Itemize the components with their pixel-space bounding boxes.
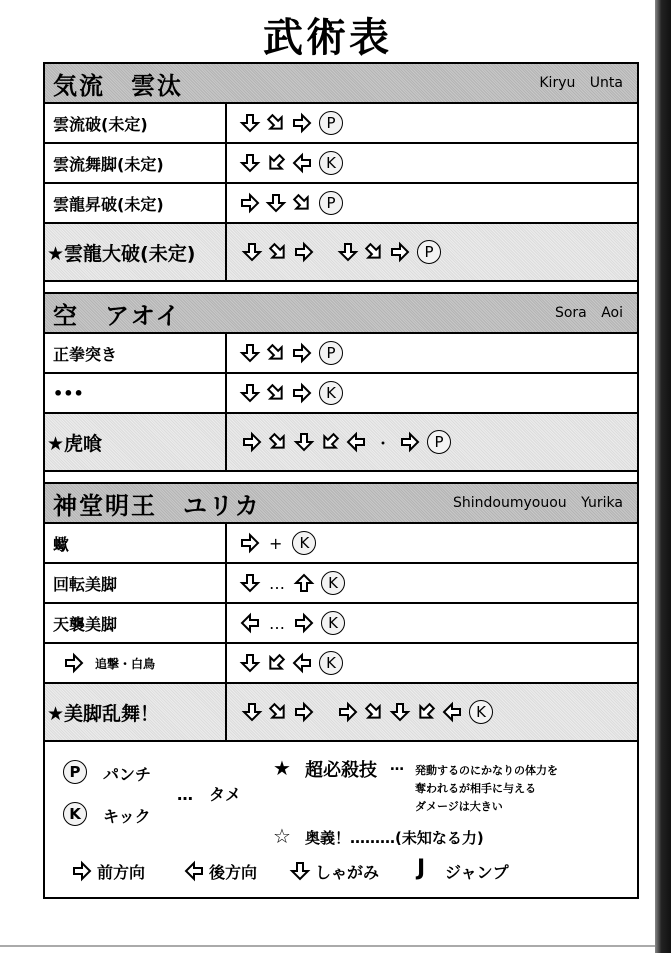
move-command xyxy=(227,604,637,642)
kick-button-icon: K xyxy=(321,611,345,635)
character-name-en: Sora Aoi xyxy=(554,305,623,321)
super-move-row xyxy=(45,224,637,282)
kick-button-icon: K xyxy=(319,651,343,675)
move-command xyxy=(227,334,637,372)
move-name-cell xyxy=(45,184,227,222)
move-name: ★美脚乱舞！ xyxy=(47,702,160,725)
arrow-down-icon xyxy=(241,241,263,263)
move-row xyxy=(45,374,637,414)
arrow-forward-icon xyxy=(239,192,261,214)
arrow-back-icon xyxy=(441,701,463,723)
kick-button-icon: K xyxy=(321,571,345,595)
arrow-forward-icon xyxy=(291,342,313,364)
move-command xyxy=(227,104,637,142)
move-name: 回転美脚 xyxy=(53,574,118,594)
arrow-forward-icon xyxy=(239,532,261,554)
section-gap xyxy=(45,282,637,294)
arrow-down-forward-icon xyxy=(265,112,287,134)
kick-button-icon: K xyxy=(319,381,343,405)
super-description: 奪われるが相手に与える xyxy=(415,782,536,795)
command-symbol: … xyxy=(269,573,285,593)
kick-button-icon: K xyxy=(469,700,493,724)
move-name-cell xyxy=(45,564,227,602)
move-name-cell xyxy=(45,144,227,182)
section-gap xyxy=(45,472,637,484)
arrow-down-forward-icon xyxy=(267,431,289,453)
punch-button-icon: P xyxy=(319,191,343,215)
secret-label: 奥義！………(未知なる力) xyxy=(305,829,484,847)
character-header xyxy=(45,64,637,104)
move-row xyxy=(45,144,637,184)
character-name-jp: 気流 雲汰 xyxy=(53,71,183,100)
character-name-jp: 神堂明王 ユリカ xyxy=(53,491,261,520)
move-name: 追撃・白鳥 xyxy=(95,656,156,671)
arrow-down-forward-icon xyxy=(363,241,385,263)
arrow-down-back-icon xyxy=(265,652,287,674)
page-edge xyxy=(655,0,671,953)
arrow-back-icon xyxy=(345,431,367,453)
move-row xyxy=(45,644,637,684)
super-move-row xyxy=(45,684,637,742)
arrow-down-back-icon xyxy=(319,431,341,453)
arrow-down-icon xyxy=(239,572,261,594)
page-title: 武術表 xyxy=(263,15,392,61)
arrow-down-icon xyxy=(265,192,287,214)
arrow-forward-icon xyxy=(389,241,411,263)
back-label: 後方向 xyxy=(209,863,258,882)
move-name: 雲流破(未定) xyxy=(53,114,148,134)
legend xyxy=(45,742,637,899)
character-name-en: Shindoumyouou Yurika xyxy=(452,495,623,511)
arrow-forward-icon xyxy=(293,701,315,723)
command-symbol: … xyxy=(269,613,285,633)
charge-label: … タメ xyxy=(177,785,242,804)
move-name: 天襲美脚 xyxy=(53,614,118,634)
divider xyxy=(0,945,655,947)
move-name-cell xyxy=(45,684,227,740)
arrow-down-icon xyxy=(337,241,359,263)
move-command xyxy=(227,524,637,562)
move-row xyxy=(45,564,637,604)
forward-label: 前方向 xyxy=(97,863,146,882)
arrow-down-icon xyxy=(389,701,411,723)
move-command xyxy=(227,184,637,222)
punch-button-icon: P xyxy=(417,240,441,264)
arrow-down-icon xyxy=(239,382,261,404)
arrow-down-forward-icon xyxy=(363,701,385,723)
move-command xyxy=(227,564,637,602)
move-name-cell xyxy=(45,224,227,280)
jump-label: ジャンプ xyxy=(445,863,509,882)
arrow-down-forward-icon xyxy=(267,241,289,263)
super-separator: … xyxy=(390,758,404,774)
arrow-back-icon xyxy=(239,612,261,634)
move-name: 雲流舞脚(未定) xyxy=(53,154,164,174)
arrow-forward-icon xyxy=(241,431,263,453)
move-row xyxy=(45,184,637,224)
move-name: ★雲龍大破(未定) xyxy=(47,242,196,265)
arrow-down-icon xyxy=(239,112,261,134)
move-command xyxy=(227,414,637,470)
move-row xyxy=(45,604,637,644)
arrow-down-back-icon xyxy=(265,152,287,174)
move-name: 蠍 xyxy=(53,534,70,554)
arrow-down-icon xyxy=(239,652,261,674)
arrow-down-icon xyxy=(289,860,311,882)
move-name: 雲龍昇破(未定) xyxy=(53,194,164,214)
move-row xyxy=(45,524,637,564)
character-header xyxy=(45,294,637,334)
kick-button-icon: K xyxy=(292,531,316,555)
punch-button-icon: P xyxy=(427,430,451,454)
crouch-label: しゃがみ xyxy=(315,863,380,882)
move-list-table xyxy=(43,62,639,899)
move-command xyxy=(227,224,637,280)
move-command xyxy=(227,684,637,740)
arrow-down-icon xyxy=(293,431,315,453)
arrow-forward-icon xyxy=(399,431,421,453)
super-move-row xyxy=(45,414,637,472)
super-label: 超必殺技 xyxy=(305,760,377,781)
filled-star-icon: ★ xyxy=(273,756,291,780)
move-command xyxy=(227,374,637,412)
move-name: ★虎喰 xyxy=(47,432,103,455)
move-name-cell xyxy=(45,414,227,470)
move-row xyxy=(45,334,637,374)
arrow-back-icon xyxy=(291,152,313,174)
kick-button-icon: K xyxy=(319,151,343,175)
arrow-forward-icon xyxy=(291,382,313,404)
character-name-jp: 空 アオイ xyxy=(53,301,182,330)
punch-button-icon: P xyxy=(63,760,87,784)
move-command xyxy=(227,144,637,182)
command-symbol: ・ xyxy=(375,433,392,453)
arrow-forward-icon xyxy=(293,241,315,263)
arrow-down-forward-icon xyxy=(291,192,313,214)
kick-label: キック xyxy=(103,807,151,826)
punch-label: パンチ xyxy=(103,765,152,784)
character-name-en: Kiryu Unta xyxy=(539,75,623,91)
punch-button-icon: P xyxy=(319,341,343,365)
move-name: 正拳突き xyxy=(53,344,118,364)
arrow-forward-icon xyxy=(291,112,313,134)
arrow-forward-icon xyxy=(337,701,359,723)
arrow-forward-icon xyxy=(71,860,93,882)
move-name-cell xyxy=(45,644,227,682)
arrow-down-icon xyxy=(241,701,263,723)
move-row xyxy=(45,104,637,144)
punch-button-icon: P xyxy=(319,111,343,135)
move-name-cell xyxy=(45,604,227,642)
arrow-down-forward-icon xyxy=(267,701,289,723)
move-name-cell xyxy=(45,334,227,372)
move-name: ••• xyxy=(53,383,84,403)
arrow-down-forward-icon xyxy=(265,382,287,404)
kick-button-icon: K xyxy=(63,802,87,826)
arrow-down-forward-icon xyxy=(265,342,287,364)
move-name-cell xyxy=(45,374,227,412)
arrow-back-icon xyxy=(183,860,205,882)
super-description: ダメージは大きい xyxy=(415,800,503,813)
move-name-cell xyxy=(45,524,227,562)
arrow-down-icon xyxy=(239,152,261,174)
move-command xyxy=(227,644,637,682)
hollow-star-icon: ☆ xyxy=(273,824,291,848)
arrow-down-back-icon xyxy=(415,701,437,723)
arrow-forward-icon xyxy=(63,652,85,674)
arrow-back-icon xyxy=(291,652,313,674)
super-description: 発動するのにかなりの体力を xyxy=(415,764,558,777)
arrow-forward-icon xyxy=(293,612,315,634)
arrow-up-icon xyxy=(293,572,315,594)
command-symbol: + xyxy=(269,533,283,553)
move-name-cell xyxy=(45,104,227,142)
jump-key-icon: J xyxy=(417,856,426,881)
character-header xyxy=(45,484,637,524)
arrow-down-icon xyxy=(239,342,261,364)
